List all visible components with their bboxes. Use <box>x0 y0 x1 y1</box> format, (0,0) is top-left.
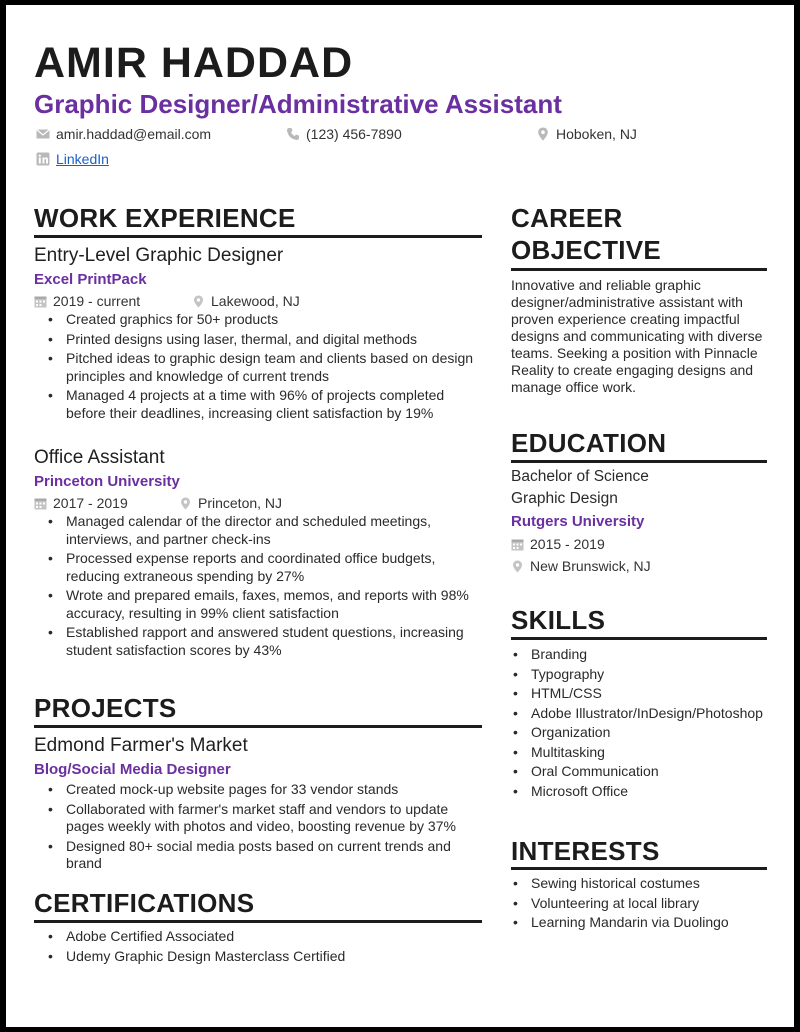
certifications-rule <box>34 920 482 923</box>
map-pin-icon <box>536 127 550 141</box>
projects-heading: PROJECTS <box>34 693 177 723</box>
education-major: Graphic Design <box>511 490 618 507</box>
career-objective-heading-line2: OBJECTIVE <box>511 235 662 265</box>
project-bullets <box>48 781 484 873</box>
contact-location <box>536 126 637 142</box>
job-bullets <box>48 513 484 659</box>
education-school: Rutgers University <box>511 513 645 530</box>
certifications-heading: CERTIFICATIONS <box>34 888 255 918</box>
education-rule <box>511 460 767 463</box>
job-meta <box>34 291 484 311</box>
list-item: • Typography <box>513 666 767 684</box>
email-text: amir.haddad@email.com <box>56 126 212 142</box>
envelope-icon <box>36 127 50 141</box>
interests-heading: INTERESTS <box>511 836 660 866</box>
certifications-list <box>34 928 484 967</box>
job-org: Excel PrintPack <box>34 271 147 288</box>
resume-page <box>6 5 794 1027</box>
education-location-text: New Brunswick, NJ <box>530 558 651 574</box>
certification-bullets <box>48 928 484 965</box>
map-pin-icon <box>511 560 524 573</box>
list-item: • Collaborated with farmer's market staff and vendors to update pages weekly with photos and video, boosting revenue by 37% <box>48 801 484 836</box>
education-degree: Bachelor of Science <box>511 468 649 485</box>
job-location-text: Princeton, NJ <box>198 495 283 511</box>
list-item: • Volunteering at local library <box>513 895 767 913</box>
contact-phone <box>286 126 402 142</box>
project-1 <box>34 734 484 875</box>
list-item: • Created mock-up website pages for 33 vendor stands <box>48 781 484 799</box>
job-dates-text: 2017 - 2019 <box>53 495 128 511</box>
location-text: Hoboken, NJ <box>556 126 637 142</box>
list-item: • Adobe Illustrator/InDesign/Photoshop <box>513 705 767 723</box>
linkedin-link[interactable]: LinkedIn <box>56 151 109 167</box>
job-1 <box>34 244 484 424</box>
skills-list <box>511 646 767 802</box>
job-dates <box>34 493 179 513</box>
job-bullets <box>48 311 484 422</box>
list-item: • Created graphics for 50+ products <box>48 311 484 329</box>
job-dates <box>34 291 192 311</box>
list-item: • Managed calendar of the director and scheduled meetings, interviews, and partner check-ins <box>48 513 484 548</box>
contact-linkedin <box>36 151 109 167</box>
work-experience-rule <box>34 235 482 238</box>
list-item: • Wrote and prepared emails, faxes, memos, and reports with 98% accuracy, resulting in 99% client satisfaction <box>48 587 484 622</box>
career-objective-heading <box>511 202 661 266</box>
calendar-icon <box>511 538 524 551</box>
list-item: • Sewing historical costumes <box>513 875 767 893</box>
job-title: Office Assistant <box>34 447 165 468</box>
candidate-name: AMIR HADDAD <box>34 39 354 87</box>
contact-email <box>36 126 211 142</box>
education-dates-text: 2015 - 2019 <box>530 536 605 552</box>
phone-text: (123) 456-7890 <box>306 126 402 142</box>
list-item: • Microsoft Office <box>513 783 767 801</box>
education-location <box>511 556 767 576</box>
list-item: • Managed 4 projects at a time with 96% of projects completed before their deadlines, increasing client satisfaction by 19% <box>48 387 484 422</box>
list-item: • Established rapport and answered student questions, increasing student satisfaction scores by 43% <box>48 624 484 659</box>
job-location <box>192 291 300 311</box>
list-item: • Oral Communication <box>513 763 767 781</box>
calendar-icon <box>34 295 47 308</box>
list-item: • Multitasking <box>513 744 767 762</box>
career-objective-text: Innovative and reliable graphic designer/administrative assistant with proven experience creating impactful designs and communicating with diverse teams. Seeking a position with Pinnacle Reality to create engaging designs and manage office work. <box>511 277 763 395</box>
list-item: • Printed designs using laser, thermal, and digital methods <box>48 331 484 349</box>
list-item: • Udemy Graphic Design Masterclass Certified <box>48 948 484 966</box>
map-pin-icon <box>192 295 205 308</box>
linkedin-icon <box>36 152 50 166</box>
list-item: • Designed 80+ social media posts based on current trends and brand <box>48 838 484 873</box>
career-objective-rule <box>511 268 767 271</box>
job-location <box>179 493 282 513</box>
job-dates-text: 2019 - current <box>53 293 141 309</box>
list-item: • HTML/CSS <box>513 685 767 703</box>
career-objective-heading-line1: CAREER <box>511 203 623 233</box>
skills-rule <box>511 637 767 640</box>
work-experience-heading: WORK EXPERIENCE <box>34 203 296 233</box>
interests-rule <box>511 867 767 870</box>
calendar-icon <box>34 497 47 510</box>
list-item: • Branding <box>513 646 767 664</box>
list-item: • Processed expense reports and coordinated office budgets, reducing extraneous spending by 27% <box>48 550 484 585</box>
list-item: • Adobe Certified Associated <box>48 928 484 946</box>
interests-list <box>511 875 767 934</box>
skill-bullets <box>513 646 767 800</box>
list-item: • Learning Mandarin via Duolingo <box>513 914 767 932</box>
education-heading: EDUCATION <box>511 428 667 458</box>
interest-bullets <box>513 875 767 932</box>
projects-rule <box>34 725 482 728</box>
job-2 <box>34 446 484 661</box>
job-location-text: Lakewood, NJ <box>211 293 300 309</box>
skills-heading: SKILLS <box>511 605 606 635</box>
job-org: Princeton University <box>34 473 180 490</box>
project-role: Blog/Social Media Designer <box>34 761 231 778</box>
education-dates <box>511 534 767 554</box>
job-title: Entry-Level Graphic Designer <box>34 245 284 266</box>
education-entry <box>511 466 767 576</box>
candidate-title: Graphic Designer/Administrative Assistant <box>34 89 562 119</box>
phone-icon <box>286 127 300 141</box>
list-item: • Pitched ideas to graphic design team and clients based on design principles and knowledge of current trends <box>48 350 484 385</box>
list-item: • Organization <box>513 724 767 742</box>
project-title: Edmond Farmer's Market <box>34 735 248 756</box>
job-meta <box>34 493 484 513</box>
map-pin-icon <box>179 497 192 510</box>
